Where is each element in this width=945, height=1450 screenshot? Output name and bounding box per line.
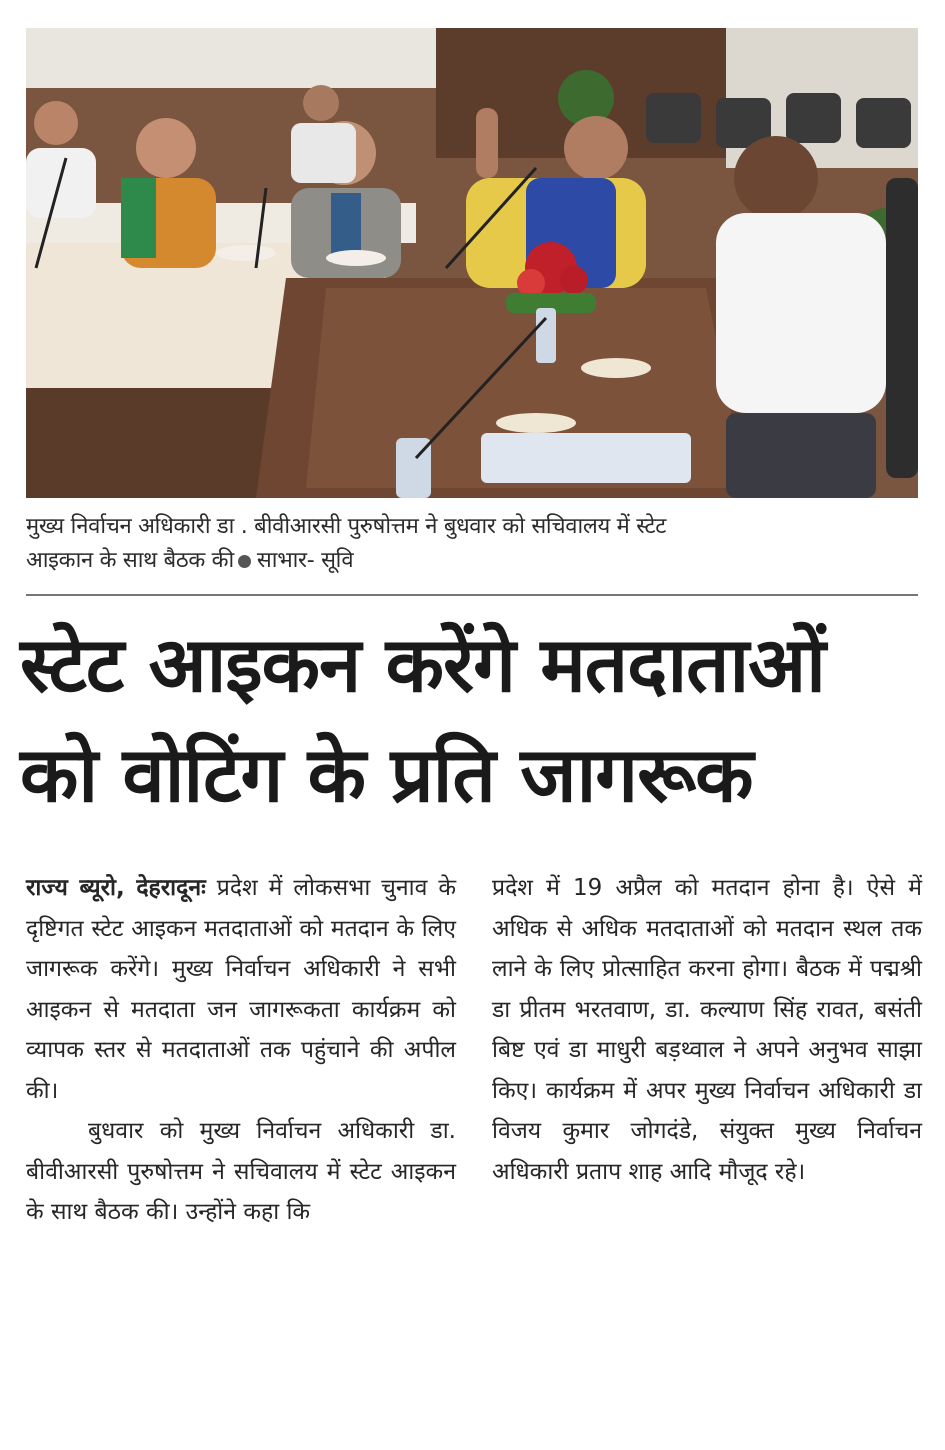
article-paragraph-1	[26, 868, 456, 1111]
caption-line-1: मुख्य निर्वाचन अधिकारी डा . बीवीआरसी पुरुषोत्तम ने बुधवार को सचिवालय में स्टेट	[26, 514, 667, 539]
article-column-right	[492, 868, 922, 1192]
headline-line-2: को वोटिंग के प्रति जागरूक	[20, 730, 753, 819]
meeting-photo-illustration	[26, 28, 918, 498]
bullet-dot-icon	[238, 555, 251, 568]
news-photo	[26, 28, 918, 498]
article-paragraph-1-text: प्रदेश में लोकसभा चुनाव के दृष्टिगत स्टेट आइकन मतदाताओं को मतदान के लिए जागरूक करेंगे। मुख्य निर्वाचन अधिकारी ने सभी आइकन से मतदाता जन जागरूकता कार्यक्रम को व्यापक स्तर से मतदाताओं तक पहुंचाने की अपील की।	[26, 875, 457, 1104]
caption-line-2-text: आइकान के साथ बैठक की	[26, 548, 234, 573]
caption-line-2	[26, 544, 918, 578]
headline-line-1: स्टेट आइकन करेंगे मतदाताओं	[20, 620, 825, 709]
article-paragraph-3: प्रदेश में 19 अप्रैल को मतदान होना है। ऐसे में अधिक से अधिक मतदाताओं को मतदान स्थल तक लाने के लिए प्रोत्साहित करना होगा। बैठक में पद्मश्री डा प्रीतम भरतवाण, डा. कल्याण सिंह रावत, बसंती बिष्ट एवं डा माधुरी बड़थ्वाल ने अपने अनुभव साझा किए। कार्यक्रम में अपर मुख्य निर्वाचन अधिकारी डा विजय कुमार जोगदंडे, संयुक्त मुख्य निर्वाचन अधिकारी प्रताप शाह आदि मौजूद रहे।	[492, 875, 922, 1185]
article-paragraph-2: बुधवार को मुख्य निर्वाचन अधिकारी डा. बीवीआरसी पुरुषोत्तम ने सचिवालय में स्टेट आइकन के साथ बैठक की। उन्होंने कहा कि	[26, 1118, 456, 1225]
photo-credit: साभार- सूवि	[256, 548, 354, 573]
article-column-left	[26, 868, 456, 1233]
headline	[20, 610, 925, 830]
photo-caption	[26, 510, 918, 578]
byline: राज्य ब्यूरो, देहरादूनः	[26, 875, 206, 901]
divider-rule	[26, 594, 918, 596]
